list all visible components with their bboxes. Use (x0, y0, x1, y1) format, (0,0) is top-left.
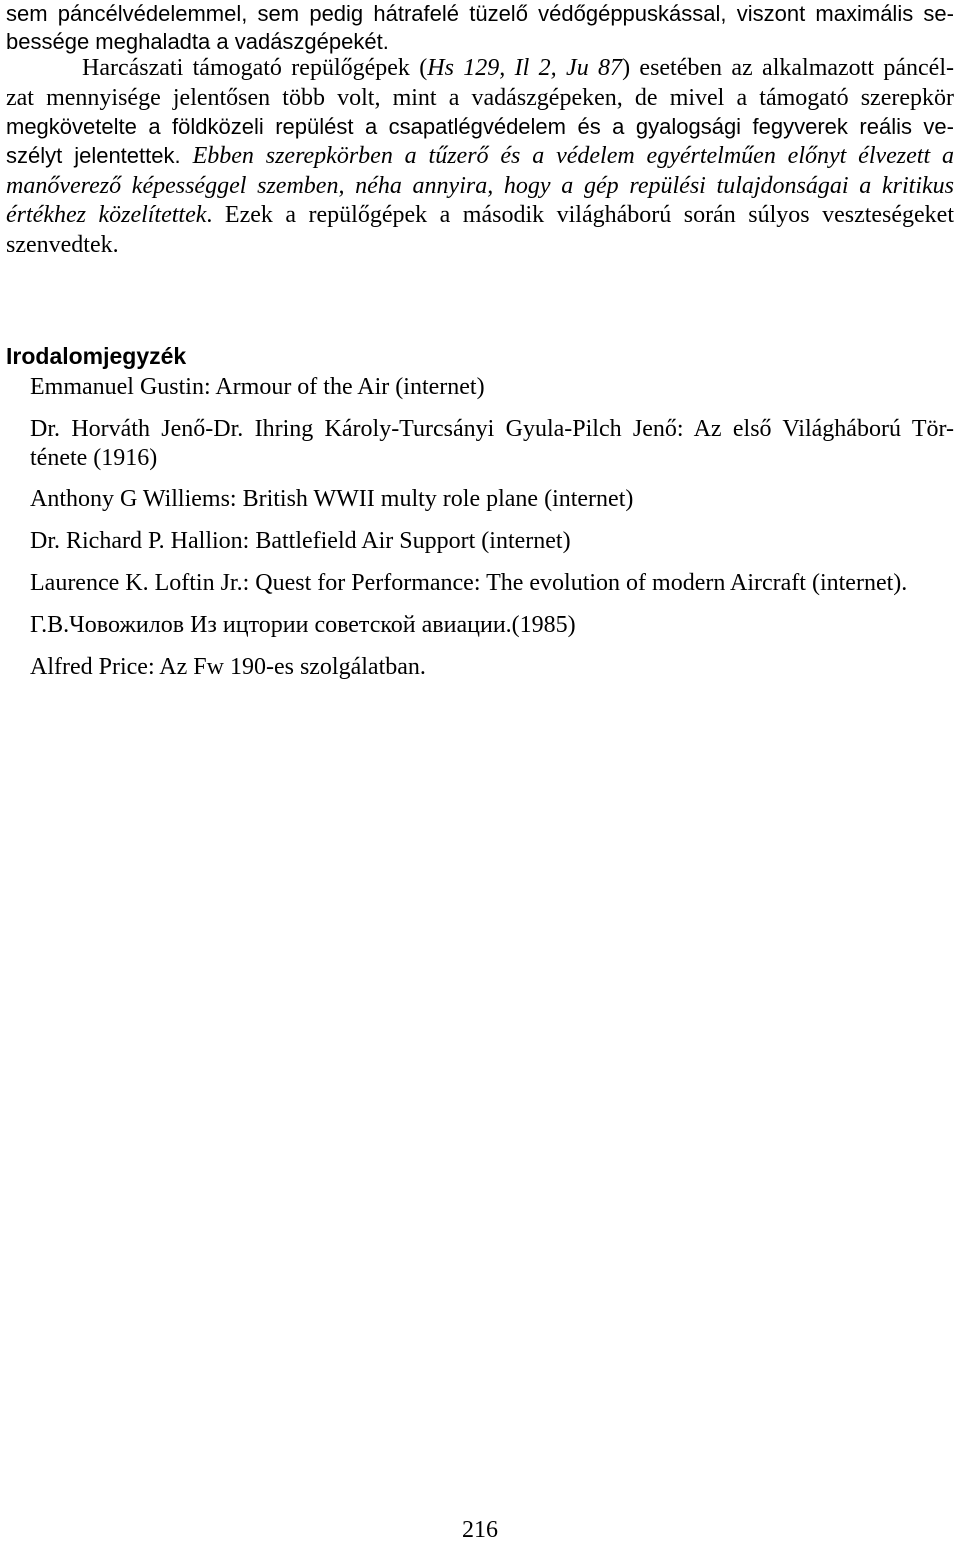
bibliography-heading: Irodalomjegyzék (6, 343, 187, 369)
bibliography-entry: ténete (1916) (30, 445, 158, 471)
bibliography-entry: Laurence K. Loftin Jr.: Quest for Performance: The evolution of modern Aircraft (internet). (30, 570, 908, 596)
paragraph-line: Harcászati támogató repülőgépek (Hs 129, Il 2, Ju 87) esetében az alkalmazott páncél- (82, 55, 954, 81)
paragraph-line: bessége meghaladta a vadászgépekét. (6, 29, 389, 54)
bibliography-entry: Dr. Richard P. Hallion: Battlefield Air Support (internet) (30, 528, 571, 554)
paragraph-line: megkövetelte a földközeli repülést a csapatlégvédelem és a gyalogsági fegyverek reális ve- (6, 114, 954, 139)
bibliography-entry: Г.В.Човожилов Из ицтории советской авиации.(1985) (30, 612, 576, 638)
paragraph-line: szélyt jelentettek. Ebben szerepkörben a tűzerő és a védelem egyértelműen előnyt élvezett a (6, 143, 954, 169)
paragraph-line: értékhez közelítettek. Ezek a repülőgépek a második világháború során súlyos veszteségeket (6, 202, 955, 228)
bibliography-entry: Anthony G Williems: British WWII multy role plane (internet) (30, 486, 634, 512)
paragraph-line: zat mennyisége jelentősen több volt, mint a vadászgépeken, de mivel a támogató szerepkör (6, 85, 954, 111)
bibliography-entry: Emmanuel Gustin: Armour of the Air (internet) (30, 374, 485, 400)
bibliography-entry: Dr. Horváth Jenő-Dr. Ihring Károly-Turcsányi Gyula-Pilch Jenő: Az első Világháború Tör- (30, 416, 954, 442)
paragraph-line: manőverező képességgel szemben, néha annyira, hogy a gép repülési tulajdonságai a kritikus (6, 173, 954, 199)
paragraph-line: sem páncélvédelemmel, sem pedig hátrafelé tüzelő védőgéppuskással, viszont maximális se- (6, 1, 954, 26)
page-number: 216 (462, 1517, 498, 1543)
bibliography-entry: Alfred Price: Az Fw 190-es szolgálatban. (30, 654, 426, 680)
paragraph-line: szenvedtek. (6, 232, 119, 258)
